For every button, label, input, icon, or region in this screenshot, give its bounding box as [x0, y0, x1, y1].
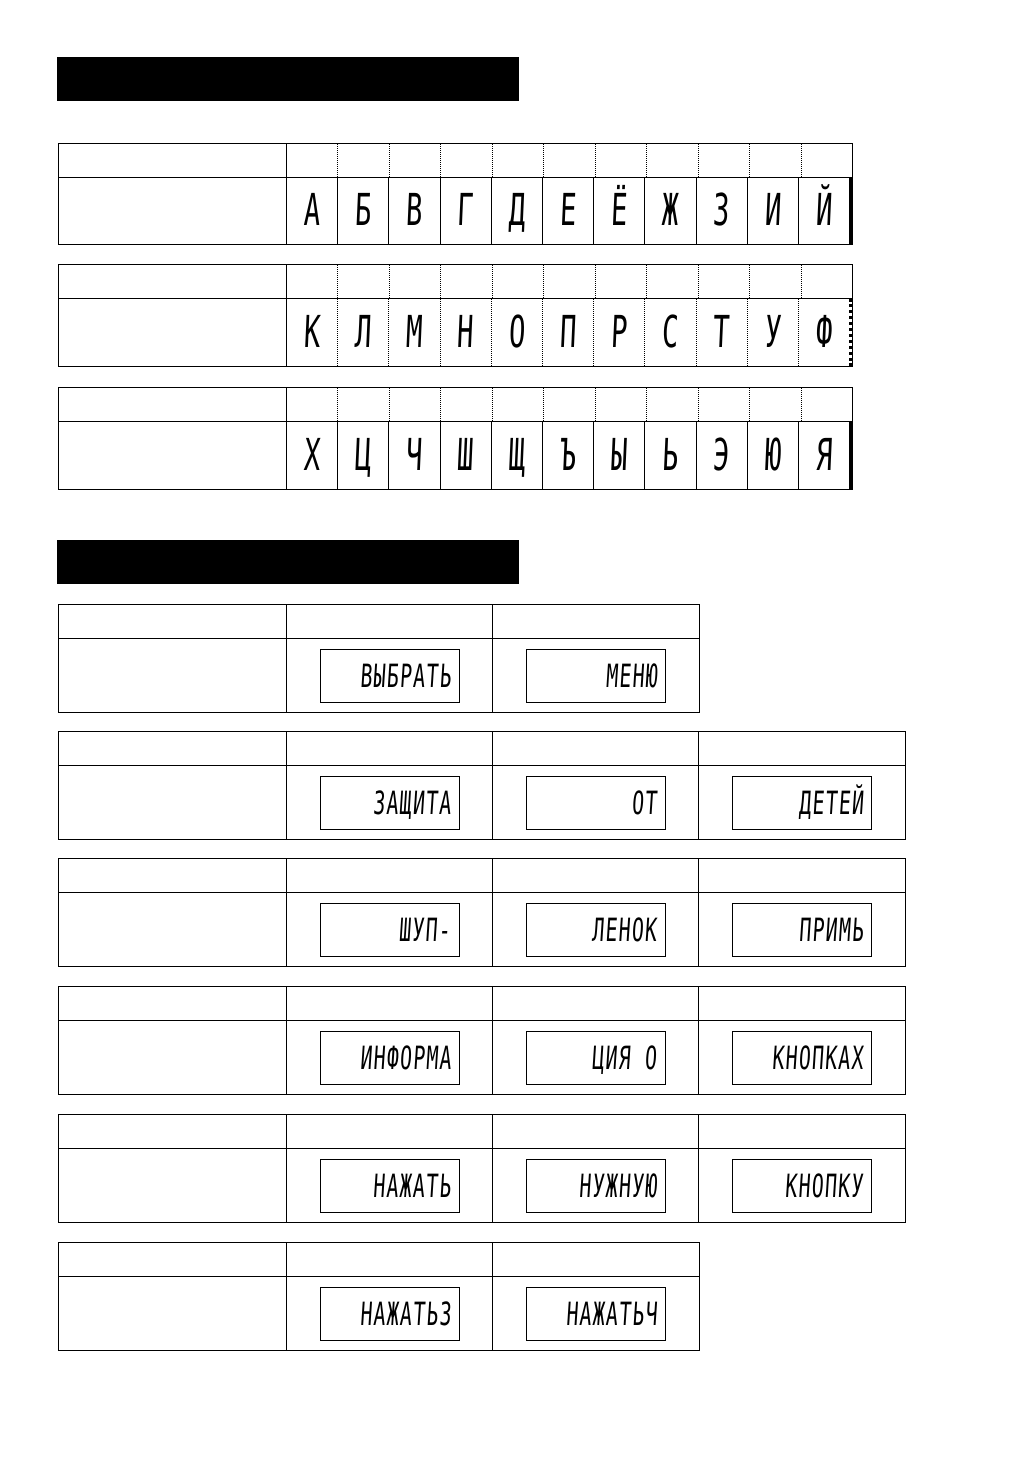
- display-table-3: [58, 858, 906, 967]
- lcd-char: Щ: [507, 429, 527, 481]
- alphabet-table-1: [58, 143, 853, 245]
- lcd-char: З: [712, 185, 731, 236]
- display-cell: [287, 766, 493, 839]
- char-cell: [492, 178, 543, 244]
- char-cell: [799, 178, 852, 244]
- body-label-cell: [59, 422, 287, 489]
- lcd-display: [320, 649, 460, 703]
- lcd-char: С: [661, 306, 680, 358]
- lcd-char: Ч: [405, 429, 424, 481]
- lcd-text: ЛЕНОК: [591, 910, 660, 949]
- alphabet-table-2: [58, 264, 853, 367]
- lcd-char: Ы: [609, 429, 629, 481]
- lcd-display: [320, 776, 460, 830]
- header-cell: [287, 1115, 493, 1148]
- header-cell: [544, 144, 595, 177]
- lcd-text: НУЖНУЮ: [578, 1166, 660, 1205]
- char-cell: [697, 299, 748, 366]
- lcd-char: Ф: [814, 306, 834, 358]
- header-label-cell: [59, 1115, 287, 1148]
- header-cell: [390, 388, 441, 421]
- display-table-6: [58, 1242, 700, 1351]
- display-table-4: [58, 986, 906, 1095]
- alphabet-table-header: [59, 265, 852, 299]
- lcd-text: ШУП-: [398, 910, 454, 949]
- lcd-text: ВЫБРАТЬ: [358, 656, 454, 695]
- header-cell: [493, 144, 544, 177]
- lcd-text: ПРИМЬ: [797, 910, 867, 949]
- display-table-body: [59, 639, 699, 712]
- lcd-char: А: [302, 185, 322, 236]
- display-table-1: [58, 604, 700, 713]
- header-cell: [338, 144, 389, 177]
- body-label-cell: [59, 639, 287, 712]
- char-cell: [645, 422, 696, 489]
- body-label-cell: [59, 1277, 287, 1350]
- body-label-cell: [59, 178, 287, 244]
- display-table-body: [59, 1149, 905, 1222]
- lcd-text: НАЖАТЬЗ: [358, 1294, 454, 1333]
- lcd-display: [320, 1031, 460, 1085]
- header-cell: [750, 144, 801, 177]
- lcd-display: [320, 903, 460, 957]
- alphabet-table-header: [59, 144, 852, 178]
- header-cell: [287, 144, 338, 177]
- lcd-char: Г: [456, 185, 475, 236]
- lcd-display: [526, 776, 666, 830]
- display-table-body: [59, 766, 905, 839]
- char-cell: [645, 178, 696, 244]
- lcd-display: [320, 1159, 460, 1213]
- display-cell: [287, 893, 493, 966]
- lcd-text: ИНФОРМА: [358, 1038, 454, 1077]
- header-cell: [699, 265, 750, 298]
- lcd-char: Ъ: [558, 429, 578, 481]
- display-cell: [287, 1149, 493, 1222]
- lcd-char: О: [507, 306, 527, 358]
- lcd-char: Н: [456, 306, 475, 358]
- header-cell: [287, 1243, 493, 1276]
- display-table-header: [59, 859, 905, 893]
- lcd-text: ДЕТЕЙ: [797, 783, 867, 822]
- lcd-char: Р: [609, 306, 629, 358]
- lcd-display: [732, 776, 872, 830]
- lcd-char: Ь: [661, 429, 680, 481]
- display-cell: [699, 1149, 905, 1222]
- header-cell: [699, 859, 905, 892]
- body-label-cell: [59, 766, 287, 839]
- header-cell: [390, 265, 441, 298]
- header-cell: [699, 987, 905, 1020]
- char-cell: [338, 299, 389, 366]
- header-cell: [802, 388, 852, 421]
- alphabet-table-3: [58, 387, 853, 490]
- lcd-char: Ю: [763, 429, 783, 481]
- display-table-header: [59, 1115, 905, 1149]
- display-table-body: [59, 893, 905, 966]
- display-table-header: [59, 732, 905, 766]
- header-cell: [493, 1243, 699, 1276]
- header-cell: [647, 388, 698, 421]
- header-cell: [699, 1115, 905, 1148]
- lcd-char: П: [558, 306, 578, 358]
- header-cell: [699, 732, 905, 765]
- header-cell: [287, 605, 493, 638]
- header-cell: [287, 265, 338, 298]
- char-cell: [492, 299, 543, 366]
- header-label-cell: [59, 987, 287, 1020]
- lcd-char: Я: [814, 429, 834, 481]
- header-label-cell: [59, 859, 287, 892]
- lcd-char: К: [302, 306, 322, 358]
- display-cell: [287, 1021, 493, 1094]
- display-table-5: [58, 1114, 906, 1223]
- header-cell: [493, 605, 699, 638]
- lcd-text: НАЖАТЬ: [372, 1166, 454, 1205]
- header-cell: [287, 859, 493, 892]
- body-label-cell: [59, 299, 287, 366]
- display-cell: [493, 1021, 699, 1094]
- lcd-display: [732, 903, 872, 957]
- lcd-char: Л: [353, 306, 373, 358]
- lcd-char: Ц: [353, 429, 373, 481]
- header-cell: [287, 732, 493, 765]
- lcd-display: [526, 1159, 666, 1213]
- header-cell: [493, 859, 699, 892]
- body-label-cell: [59, 1021, 287, 1094]
- char-cell: [338, 178, 389, 244]
- char-cell: [543, 422, 594, 489]
- char-cell: [389, 178, 440, 244]
- char-cell: [594, 299, 645, 366]
- display-table-header: [59, 1243, 699, 1277]
- char-cell: [748, 299, 799, 366]
- header-cell: [441, 265, 492, 298]
- display-cell: [493, 893, 699, 966]
- char-cell: [697, 178, 748, 244]
- header-cell: [699, 388, 750, 421]
- lcd-char: У: [763, 306, 783, 358]
- display-table-2: [58, 731, 906, 840]
- lcd-display: [732, 1031, 872, 1085]
- lcd-char: Х: [302, 429, 322, 481]
- lcd-text: КНОПКАХ: [771, 1038, 867, 1077]
- header-cell: [287, 987, 493, 1020]
- char-cell: [748, 422, 799, 489]
- char-cell: [594, 178, 645, 244]
- alphabet-table-body: [59, 422, 852, 489]
- header-cell: [802, 265, 852, 298]
- lcd-char: Е: [558, 185, 578, 236]
- lcd-display: [526, 649, 666, 703]
- header-label-cell: [59, 732, 287, 765]
- section-header-bar-1: [57, 57, 519, 101]
- display-cell: [287, 1277, 493, 1350]
- header-cell: [596, 388, 647, 421]
- display-table-header: [59, 987, 905, 1021]
- lcd-text: МЕНЮ: [605, 656, 661, 695]
- char-cell: [441, 422, 492, 489]
- body-label-cell: [59, 1149, 287, 1222]
- lcd-text: ЦИЯ О: [591, 1038, 660, 1077]
- alphabet-table-body: [59, 299, 852, 366]
- lcd-text: ЗАЩИТА: [372, 783, 454, 822]
- body-label-cell: [59, 893, 287, 966]
- char-cell: [594, 422, 645, 489]
- lcd-char: Ё: [609, 185, 629, 236]
- char-cell: [697, 422, 748, 489]
- header-label-cell: [59, 1243, 287, 1276]
- header-label-cell: [59, 605, 287, 638]
- header-label-cell: [59, 265, 287, 298]
- header-cell: [544, 265, 595, 298]
- header-cell: [287, 388, 338, 421]
- header-cell: [647, 144, 698, 177]
- lcd-char: Ш: [456, 429, 475, 481]
- alphabet-table-body: [59, 178, 852, 244]
- display-cell: [699, 1021, 905, 1094]
- char-cell: [543, 178, 594, 244]
- header-cell: [750, 265, 801, 298]
- header-cell: [544, 388, 595, 421]
- char-cell: [645, 299, 696, 366]
- header-cell: [493, 265, 544, 298]
- display-cell: [493, 639, 699, 712]
- header-cell: [338, 265, 389, 298]
- lcd-char: Ж: [661, 185, 680, 236]
- header-cell: [596, 144, 647, 177]
- alphabet-table-header: [59, 388, 852, 422]
- char-cell: [748, 178, 799, 244]
- char-cell: [441, 178, 492, 244]
- char-cell: [543, 299, 594, 366]
- lcd-display: [320, 1287, 460, 1341]
- char-cell: [799, 422, 852, 489]
- char-cell: [389, 299, 440, 366]
- lcd-display: [526, 1287, 666, 1341]
- lcd-char: И: [763, 185, 783, 236]
- display-cell: [493, 1277, 699, 1350]
- char-cell: [441, 299, 492, 366]
- section-header-bar-2: [57, 540, 519, 584]
- char-cell: [389, 422, 440, 489]
- char-cell: [492, 422, 543, 489]
- header-cell: [647, 265, 698, 298]
- header-cell: [493, 987, 699, 1020]
- char-cell: [287, 422, 338, 489]
- display-table-body: [59, 1277, 699, 1350]
- lcd-char: Д: [507, 185, 527, 236]
- lcd-char: Т: [712, 306, 731, 358]
- display-cell: [699, 766, 905, 839]
- char-cell: [287, 178, 338, 244]
- header-cell: [390, 144, 441, 177]
- display-cell: [287, 639, 493, 712]
- lcd-char: Б: [353, 185, 373, 236]
- lcd-text: НАЖАТЬЧ: [565, 1294, 661, 1333]
- header-cell: [750, 388, 801, 421]
- header-label-cell: [59, 388, 287, 421]
- display-cell: [699, 893, 905, 966]
- header-cell: [441, 144, 492, 177]
- lcd-char: М: [405, 306, 424, 358]
- header-cell: [493, 388, 544, 421]
- header-label-cell: [59, 144, 287, 177]
- header-cell: [699, 144, 750, 177]
- display-cell: [493, 1149, 699, 1222]
- lcd-char: В: [405, 185, 424, 236]
- lcd-char: Э: [712, 429, 731, 481]
- header-cell: [493, 732, 699, 765]
- char-cell: [338, 422, 389, 489]
- header-cell: [338, 388, 389, 421]
- header-cell: [493, 1115, 699, 1148]
- header-cell: [596, 265, 647, 298]
- lcd-display: [526, 903, 666, 957]
- display-cell: [493, 766, 699, 839]
- header-cell: [441, 388, 492, 421]
- lcd-char: Й: [814, 185, 834, 236]
- display-table-body: [59, 1021, 905, 1094]
- display-table-header: [59, 605, 699, 639]
- lcd-text: КНОПКУ: [784, 1166, 867, 1205]
- header-cell: [802, 144, 852, 177]
- lcd-display: [526, 1031, 666, 1085]
- lcd-display: [732, 1159, 872, 1213]
- char-cell: [799, 299, 852, 366]
- char-cell: [287, 299, 338, 366]
- lcd-text: ОТ: [630, 783, 660, 822]
